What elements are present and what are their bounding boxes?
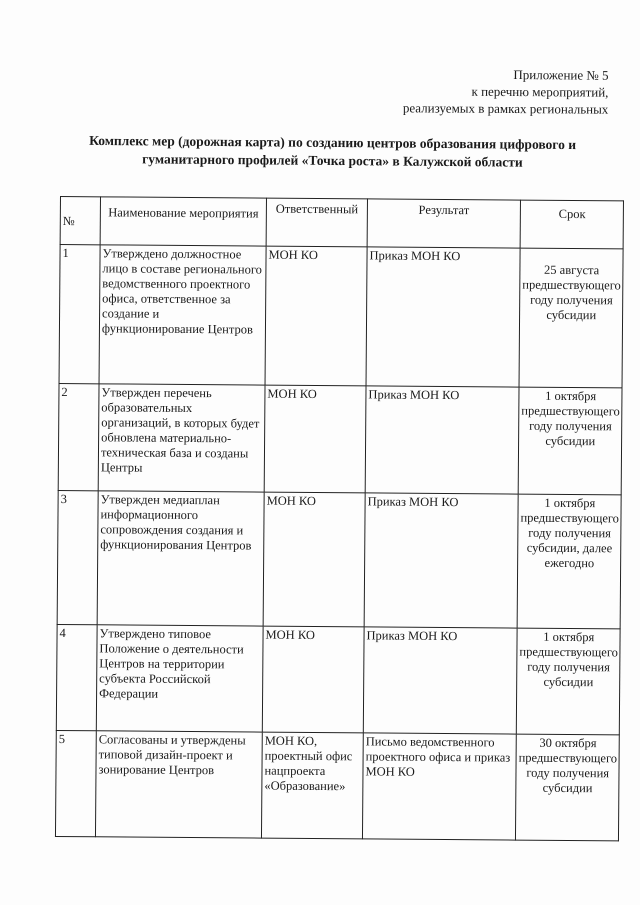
table-row (57, 490, 622, 628)
row-term: 30 октября предшествующего году получения субсидии (515, 734, 619, 841)
header-term: Срок (520, 200, 624, 249)
table-row (59, 245, 624, 388)
header-num: № (60, 197, 100, 245)
roadmap-table (55, 196, 625, 841)
title-line-2: гуманитарного профилей «Точка роста» в Калужской области (142, 151, 523, 170)
row-responsible: МОН КО (265, 246, 367, 386)
row-term: 25 августа предшествующего году получения субсидии (519, 248, 624, 388)
row-name: Согласованы и утверждены типовой дизайн-проект и зонирование Центров (95, 731, 262, 838)
title-line-1: Комплекс мер (дорожная карта) по созданию центров образования цифрового и (89, 132, 577, 153)
document-title (60, 132, 605, 173)
row-name: Утверждено должностное лицо в составе регионального ведомственного проектного офиса, ответственное за создание и функционирование Центров (99, 245, 266, 385)
roadmap-table-wrapper (55, 196, 625, 841)
row-term: 1 октября предшествующего году получения субсидии (518, 387, 622, 495)
header-responsible: Ответственный (266, 198, 367, 247)
appendix-header (402, 65, 608, 117)
row-num: 3 (57, 490, 98, 624)
header-result: Результат (367, 199, 520, 248)
row-result: Письмо ведомственного проектного офиса и приказ МОН КО (362, 733, 516, 840)
table-row (56, 624, 620, 734)
row-result: Приказ МОН КО (365, 386, 519, 494)
table-header-row (60, 197, 624, 249)
appendix-line-2: к перечню мероприятий, (471, 83, 609, 100)
row-result: Приказ МОН КО (366, 247, 520, 387)
row-result: Приказ МОН КО (363, 627, 517, 734)
row-term: 1 октября предшествующего году получения субсидии, далее ежегодно (517, 494, 622, 629)
appendix-line-1: Приложение № 5 (512, 67, 609, 83)
row-responsible: МОН КО (262, 626, 364, 733)
row-num: 1 (59, 245, 100, 384)
row-responsible: МОН КО (263, 492, 365, 627)
table-row (58, 383, 622, 494)
table-row (55, 730, 619, 840)
row-name: Утвержден медиаплан информационного сопровождения создания и функционирования Центров (97, 491, 264, 626)
row-term: 1 октября предшествующего году получения субсидии (516, 628, 620, 735)
row-num: 4 (56, 624, 97, 730)
row-responsible: МОН КО (264, 385, 366, 493)
row-name: Утверждено типовое Положение о деятельности Центров на территории субъекта Российской Федерации (96, 625, 263, 732)
appendix-line-3: реализуемых в рамках региональных (402, 100, 608, 117)
row-name: Утвержден перечень образовательных организаций, в которых будет обновлена материально-техническая база и созданы Центры (98, 384, 265, 492)
row-result: Приказ МОН КО (364, 493, 518, 628)
row-num: 5 (55, 730, 96, 836)
row-responsible: МОН КО, проектный офис нацпроекта «Образование» (261, 732, 363, 839)
header-name: Наименование мероприятия (100, 197, 266, 246)
row-num: 2 (58, 383, 99, 490)
